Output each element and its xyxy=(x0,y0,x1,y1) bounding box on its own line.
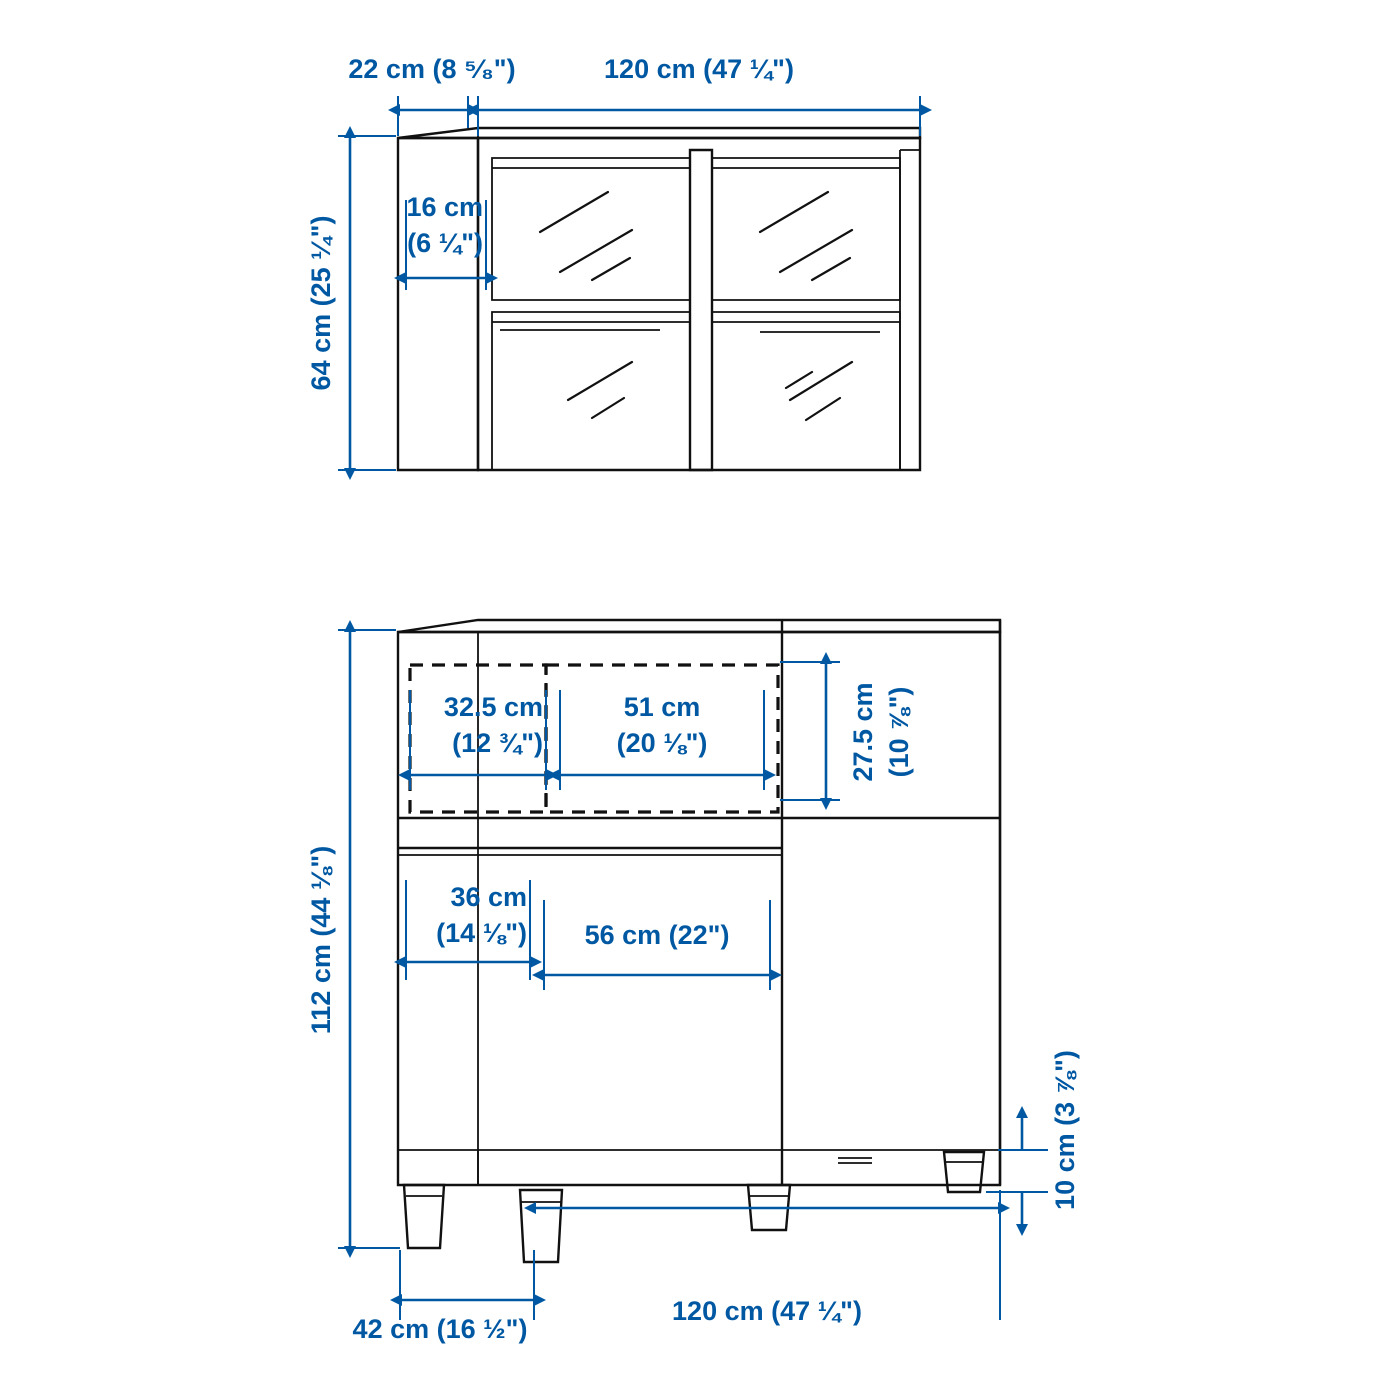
label-lower-height: 112 cm (44 ⅛") xyxy=(306,845,336,1035)
label-shelf-depth-1: 36 cm xyxy=(450,882,527,912)
dimension-upper-height xyxy=(306,136,396,470)
dimension-drawer-height xyxy=(780,662,914,800)
dimension-shelf-width xyxy=(544,900,770,990)
label-drawer-width-1: 51 cm xyxy=(623,692,701,722)
label-drawer-width-2: (20 ⅛") xyxy=(616,728,708,758)
label-upper-inner-depth-1: 16 cm xyxy=(406,192,483,222)
dimension-drawer-width xyxy=(560,690,764,790)
dimension-upper-depth xyxy=(348,54,515,136)
dimension-lower-height xyxy=(306,630,400,1248)
dimension-upper-width xyxy=(478,54,920,136)
label-upper-width: 120 cm (47 ¼") xyxy=(604,54,794,84)
label-shelf-width: 56 cm (22") xyxy=(584,920,730,950)
dimension-lower-width xyxy=(534,1190,1000,1326)
dimension-lower-depth xyxy=(353,1250,534,1344)
label-leg-height: 10 cm (3 ⅞") xyxy=(1050,1050,1080,1210)
label-upper-inner-depth-2: (6 ¼") xyxy=(407,228,483,258)
label-drawer-height-1: 27.5 cm xyxy=(848,682,878,782)
label-drawer-height-2: (10 ⅞") xyxy=(884,686,914,778)
label-shelf-depth-2: (14 ⅛") xyxy=(436,918,527,948)
dimension-upper-inner-depth xyxy=(406,192,486,290)
label-upper-depth: 22 cm (8 ⁵⁄₈") xyxy=(348,54,516,84)
label-lower-width: 120 cm (47 ¼") xyxy=(672,1296,862,1326)
dimension-drawer-depth xyxy=(410,690,546,790)
upper-cabinet-illustration xyxy=(398,128,920,470)
label-drawer-depth-2: (12 ¾") xyxy=(452,728,543,758)
label-lower-depth: 42 cm (16 ½") xyxy=(352,1314,528,1344)
label-upper-height: 64 cm (25 ¼") xyxy=(306,215,336,391)
dimension-shelf-depth xyxy=(406,880,530,980)
label-drawer-depth-1: 32.5 cm xyxy=(443,692,543,722)
